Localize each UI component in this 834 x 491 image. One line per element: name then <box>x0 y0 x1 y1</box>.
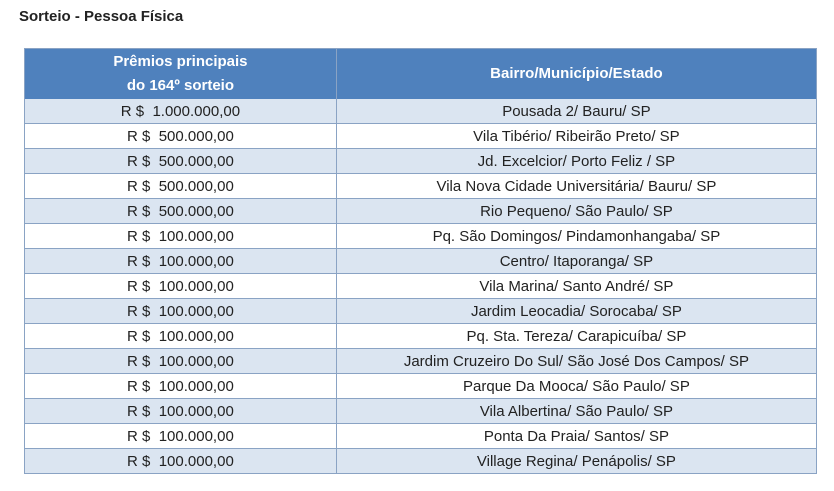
table-body <box>25 99 817 474</box>
prize-cell: R $ 100.000,00 <box>25 399 337 424</box>
table-row <box>25 174 817 199</box>
table-row <box>25 399 817 424</box>
table-row <box>25 374 817 399</box>
prize-cell: R $ 100.000,00 <box>25 374 337 399</box>
prize-cell: R $ 100.000,00 <box>25 249 337 274</box>
table-row <box>25 149 817 174</box>
page-title: Sorteio - Pessoa Física <box>19 8 184 25</box>
prize-cell: R $ 100.000,00 <box>25 424 337 449</box>
prizes-table <box>24 48 817 474</box>
location-cell: Pq. Sta. Tereza/ Carapicuíba/ SP <box>336 324 816 349</box>
prize-cell: R $ 500.000,00 <box>25 174 337 199</box>
table-row <box>25 274 817 299</box>
location-cell: Vila Nova Cidade Universitária/ Bauru/ SP <box>336 174 816 199</box>
prize-column-header <box>25 49 337 100</box>
prize-cell: R $ 100.000,00 <box>25 299 337 324</box>
table-row <box>25 249 817 274</box>
table-row <box>25 124 817 149</box>
prize-header-line2: do 164º sorteio <box>126 77 235 94</box>
location-cell: Centro/ Itaporanga/ SP <box>336 249 816 274</box>
table-row <box>25 224 817 249</box>
prize-cell: R $ 100.000,00 <box>25 349 337 374</box>
location-cell: Jardim Cruzeiro Do Sul/ São José Dos Campos/ SP <box>336 349 816 374</box>
prize-cell: R $ 500.000,00 <box>25 149 337 174</box>
location-cell: Parque Da Mooca/ São Paulo/ SP <box>336 374 816 399</box>
location-cell: Vila Marina/ Santo André/ SP <box>336 274 816 299</box>
table-row <box>25 349 817 374</box>
table-row <box>25 299 817 324</box>
prize-cell: R $ 100.000,00 <box>25 274 337 299</box>
prize-cell: R $ 100.000,00 <box>25 224 337 249</box>
table-row <box>25 449 817 474</box>
prize-cell: R $ 500.000,00 <box>25 124 337 149</box>
prize-cell: R $ 1.000.000,00 <box>25 99 337 124</box>
location-cell: Jd. Excelcior/ Porto Feliz / SP <box>336 149 816 174</box>
prize-cell: R $ 500.000,00 <box>25 199 337 224</box>
prize-cell: R $ 100.000,00 <box>25 324 337 349</box>
location-cell: Ponta Da Praia/ Santos/ SP <box>336 424 816 449</box>
table-header-row <box>25 49 817 100</box>
location-cell: Pousada 2/ Bauru/ SP <box>336 99 816 124</box>
prize-header-line1: Prêmios principais <box>113 53 248 70</box>
location-cell: Pq. São Domingos/ Pindamonhangaba/ SP <box>336 224 816 249</box>
location-cell: Vila Albertina/ São Paulo/ SP <box>336 399 816 424</box>
table-row <box>25 424 817 449</box>
location-cell: Vila Tibério/ Ribeirão Preto/ SP <box>336 124 816 149</box>
location-cell: Jardim Leocadia/ Sorocaba/ SP <box>336 299 816 324</box>
table-row <box>25 324 817 349</box>
location-cell: Rio Pequeno/ São Paulo/ SP <box>336 199 816 224</box>
location-cell: Village Regina/ Penápolis/ SP <box>336 449 816 474</box>
prize-cell: R $ 100.000,00 <box>25 449 337 474</box>
location-column-header: Bairro/Município/Estado <box>336 49 816 100</box>
table-row <box>25 199 817 224</box>
table-row <box>25 99 817 124</box>
